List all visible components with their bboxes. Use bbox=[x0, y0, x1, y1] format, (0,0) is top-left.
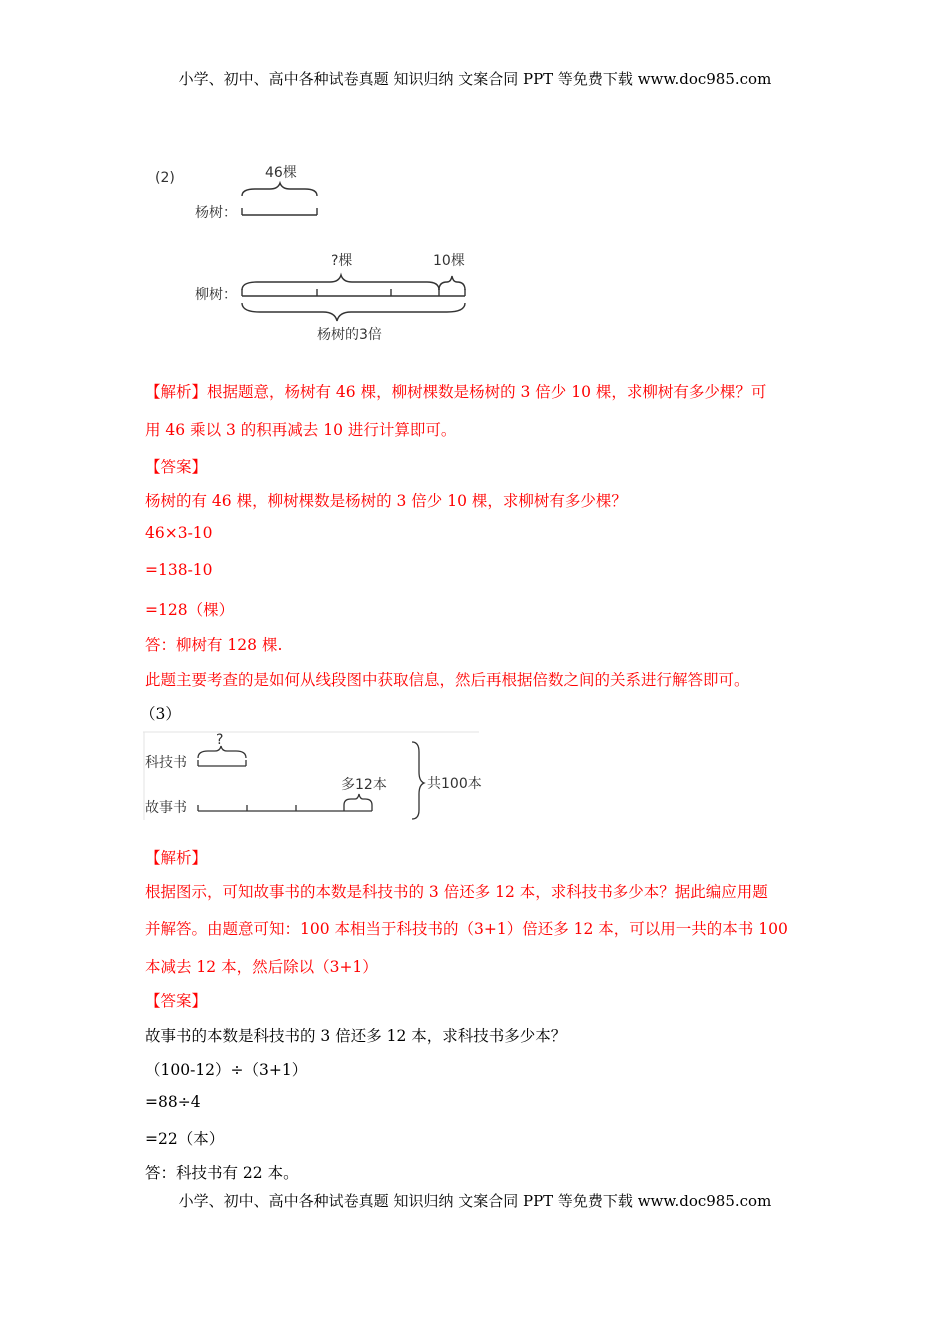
diagram-2-number: (2) bbox=[155, 170, 175, 186]
analysis-2-line2: 用 46 乘以 3 的积再减去 10 进行计算即可。 bbox=[145, 421, 457, 439]
answer-2-conclusion: 答：柳树有 128 棵. bbox=[145, 636, 283, 654]
diagram-3-row1-label: 科技书 bbox=[145, 755, 187, 771]
diagram-3-more-label: 多12本 bbox=[341, 777, 387, 793]
answer-3-step1: （100-12）÷（3+1） bbox=[145, 1061, 308, 1079]
diagram-2-minus-label: 10棵 bbox=[433, 253, 465, 269]
analysis-3-line1: 根据图示，可知故事书的本数是科技书的 3 倍还多 12 本，求科技书多少本？据此编应用题 bbox=[145, 883, 768, 901]
analysis-3-line3: 本减去 12 本，然后除以（3+1） bbox=[145, 958, 378, 976]
diagram-3-total-brace bbox=[412, 742, 424, 819]
answer-tag-3: 【答案】 bbox=[145, 992, 208, 1010]
analysis-2-line1: 【解析】根据题意，杨树有 46 棵，柳树棵数是杨树的 3 倍少 10 棵，求柳树有多少棵？可 bbox=[145, 383, 767, 401]
answer-2-step2: =138-10 bbox=[145, 561, 213, 579]
diagram-2-bottom-label: 杨树的3倍 bbox=[317, 327, 382, 343]
page-header: 小学、初中、高中各种试卷真题 知识归纳 文案合同 PPT 等免费下载 www.doc985.com bbox=[178, 70, 772, 88]
diagram-3-question-brace bbox=[198, 746, 246, 758]
diagram-3-more-brace bbox=[344, 794, 372, 805]
answer-3-step2: =88÷4 bbox=[145, 1093, 201, 1111]
answer-3-question: 故事书的本数是科技书的 3 倍还多 12 本，求科技书多少本？ bbox=[145, 1027, 567, 1045]
diagram-2-bottom-brace bbox=[242, 303, 465, 321]
diagram-2-top-label: 46棵 bbox=[265, 165, 297, 181]
diagram-3-total-label: 共100本 bbox=[427, 776, 482, 792]
diagram-3-number: （3） bbox=[140, 705, 181, 723]
diagram-3-row2-label: 故事书 bbox=[145, 800, 187, 816]
answer-3-conclusion: 答：科技书有 22 本。 bbox=[145, 1164, 299, 1182]
diagram-3-line-segment bbox=[143, 730, 483, 825]
diagram-2-top-brace bbox=[242, 183, 317, 196]
answer-2-question: 杨树的有 46 棵，柳树棵数是杨树的 3 倍少 10 棵，求柳树有多少棵？ bbox=[145, 492, 627, 510]
diagram-2-minus-brace bbox=[439, 276, 465, 290]
answer-2-step3: =128（棵） bbox=[145, 601, 235, 619]
answer-2-step1: 46×3-10 bbox=[145, 524, 213, 542]
answer-2-note: 此题主要考查的是如何从线段图中获取信息，然后再根据倍数之间的关系进行解答即可。 bbox=[145, 671, 750, 689]
diagram-2-row1-label: 杨树： bbox=[195, 205, 237, 221]
diagram-2-question-label: ?棵 bbox=[331, 253, 353, 269]
diagram-2-question-brace bbox=[242, 275, 439, 290]
analysis-3-line2: 并解答。由题意可知：100 本相当于科技书的（3+1）倍还多 12 本，可以用一共的本书 100 bbox=[145, 920, 788, 938]
answer-tag-2: 【答案】 bbox=[145, 458, 208, 476]
diagram-2-row2-label: 柳树： bbox=[195, 287, 237, 303]
page-footer: 小学、初中、高中各种试卷真题 知识归纳 文案合同 PPT 等免费下载 www.doc985.com bbox=[178, 1192, 772, 1210]
analysis-tag-3: 【解析】 bbox=[145, 849, 208, 867]
diagram-2-line-segment bbox=[145, 155, 485, 350]
answer-3-step3: =22（本） bbox=[145, 1130, 225, 1148]
diagram-3-question-mark: ? bbox=[216, 732, 224, 748]
